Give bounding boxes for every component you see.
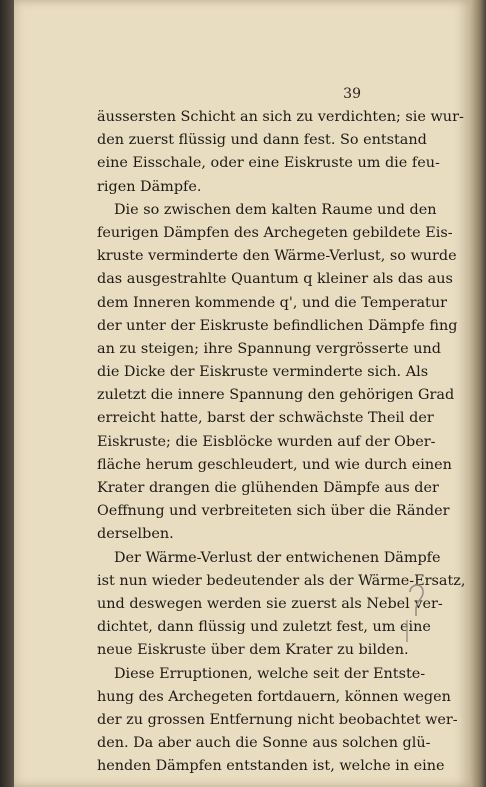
text-line: zuletzt die innere Spannung den gehörigen Grad xyxy=(97,387,455,404)
text-line: Oeffnung und verbreiteten sich über die Ränder xyxy=(97,503,450,520)
text-line: Diese Erruptionen, welche seit der Entste- xyxy=(114,665,426,682)
text-line: rigen Dämpfe. xyxy=(97,178,202,195)
text-line: die Dicke der Eiskruste verminderte sich. Als xyxy=(97,364,429,381)
text-line: Die so zwischen dem kalten Raume und den xyxy=(114,201,437,218)
text-line: dem Inneren kommende q', und die Temperatur xyxy=(97,294,447,311)
page-number: 39 xyxy=(343,86,361,102)
text-line: feurigen Dämpfen des Archegeten gebildete Eis- xyxy=(97,224,453,241)
question-mark-stroke xyxy=(410,585,423,616)
text-line: derselben. xyxy=(97,526,174,543)
text-line: an zu steigen; ihre Spannung vergrösserte und xyxy=(97,340,441,357)
text-line: henden Dämpfen entstanden ist, welche in eine xyxy=(97,758,445,775)
text-line: Der Wärme-Verlust der entwichenen Dämpfe xyxy=(114,549,441,566)
text-line: der unter der Eiskruste befindlichen Dämpfe fing xyxy=(97,317,458,334)
text-line: den. Da aber auch die Sonne aus solchen glü- xyxy=(97,735,431,752)
text-line: Eiskruste; die Eisblöcke wurden auf der Ober- xyxy=(97,433,436,450)
text-line: der zu grossen Entfernung nicht beobachtet wer- xyxy=(97,711,458,728)
text-line: dichtet, dann flüssig und zuletzt fest, um eine xyxy=(97,619,431,636)
text-line: fläche herum geschleudert, und wie durch einen xyxy=(97,456,452,473)
page-edge-right xyxy=(470,0,486,787)
text-line: eine Eisschale, oder eine Eiskruste um die feu- xyxy=(97,155,440,172)
binding-shadow xyxy=(0,0,14,787)
text-line: hung des Archegeten fortdauern, können wegen xyxy=(97,688,451,705)
text-line: das ausgestrahlte Quantum q kleiner als das aus xyxy=(97,271,453,288)
text-line: und deswegen werden sie zuerst als Nebel ver- xyxy=(97,595,443,612)
text-line: Krater drangen die glühenden Dämpfe aus der xyxy=(97,480,439,496)
text-line: neue Eiskruste über dem Krater zu bilden. xyxy=(97,642,409,659)
pencil-question-mark xyxy=(406,582,428,644)
text-line: ist nun wieder bedeutender als der Wärme-Ersatz, xyxy=(97,572,466,589)
text-line: äussersten Schicht an sich zu verdichten; sie wur- xyxy=(97,109,464,125)
text-line: kruste verminderte den Wärme-Verlust, so wurde xyxy=(97,248,457,265)
text-line: erreicht hatte, barst der schwächste Theil der xyxy=(97,410,434,427)
text-line: den zuerst flüssig und dann fest. So entstand xyxy=(97,132,427,149)
book-page xyxy=(14,0,470,787)
body-text xyxy=(97,106,466,778)
